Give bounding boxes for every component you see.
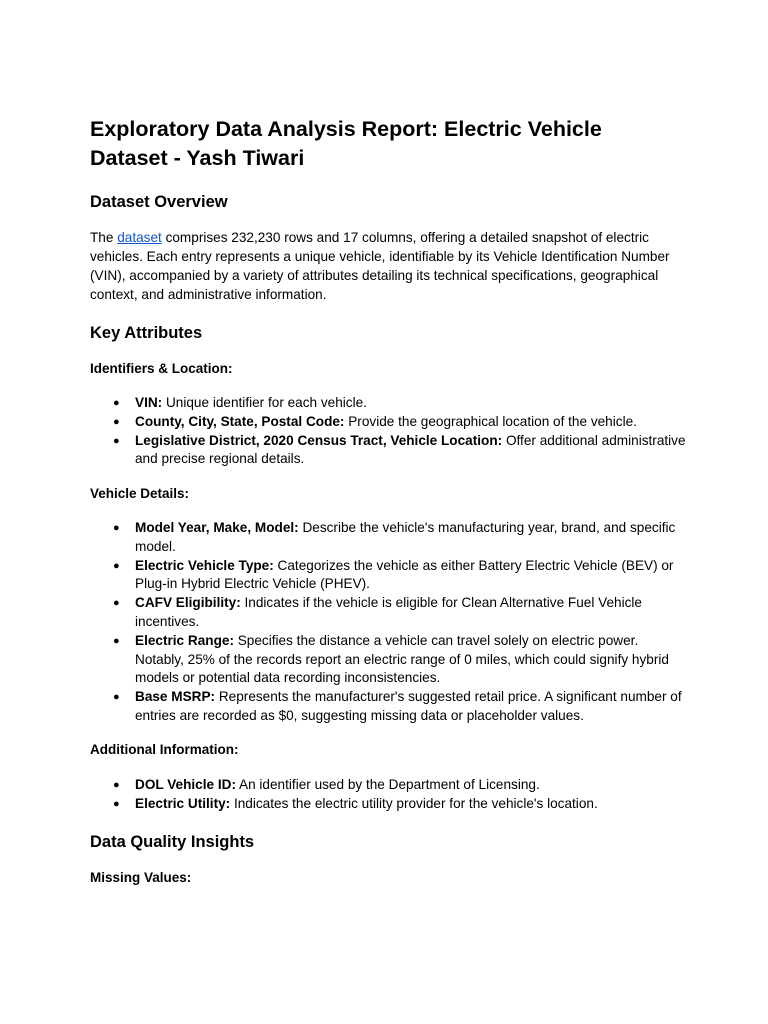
additional-information-heading: Additional Information:	[90, 742, 239, 757]
list-item	[90, 413, 690, 432]
item-text: Describe the vehicle's manufacturing year, brand, and specific model.	[135, 520, 676, 554]
data-quality-insights-heading: Data Quality Insights	[90, 833, 255, 851]
item-label: Legislative District, 2020 Census Tract, Vehicle Location:	[135, 432, 503, 448]
vehicle-details-heading: Vehicle Details:	[90, 486, 190, 501]
item-label: DOL Vehicle ID:	[135, 777, 236, 792]
bullet-icon: ●	[113, 397, 120, 409]
identifiers-location-heading: Identifiers & Location:	[90, 361, 233, 376]
item-text: Provide the geographical location of the vehicle.	[344, 413, 637, 429]
dataset-overview-heading: Dataset Overview	[90, 193, 228, 211]
overview-text-after: comprises 232,230 rows and 17 columns, offering a detailed snapshot of electric vehicles. Each entry represents a unique vehicle, identifiable by its Vehicle Identification Number (VIN), accompanied by a variety of attributes detailing its technical specifications, geographical context, and administrative information.	[90, 230, 670, 302]
item-text: Categorizes the vehicle as either Battery Electric Vehicle (BEV) or Plug-in Hybrid Electric Vehicle (PHEV).	[135, 557, 674, 592]
item-label: County, City, State, Postal Code:	[135, 413, 345, 429]
list-item	[90, 776, 690, 795]
item-label: Base MSRP:	[135, 689, 216, 705]
vehicle-details-list	[90, 519, 690, 726]
bullet-icon: ●	[113, 597, 120, 610]
list-item	[90, 519, 690, 557]
bullet-icon: ●	[113, 559, 120, 572]
identifiers-list	[90, 394, 690, 469]
item-text: Represents the manufacturer's suggested retail price. A significant number of entries are recorded as $0, suggesting missing data or placeholder values.	[135, 689, 682, 723]
bullet-icon: ●	[113, 797, 120, 810]
item-text: Offer additional administrative and precise regional details.	[135, 432, 686, 467]
item-label: Electric Vehicle Type:	[135, 557, 274, 573]
item-text: Unique identifier for each vehicle.	[162, 395, 367, 410]
overview-paragraph	[90, 228, 680, 304]
list-item	[90, 632, 690, 688]
list-item	[90, 688, 690, 726]
item-label: Electric Range:	[135, 632, 234, 648]
item-label: VIN:	[135, 395, 163, 410]
item-text: An identifier used by the Department of Licensing.	[235, 777, 540, 792]
bullet-icon: ●	[113, 779, 120, 791]
bullet-icon: ●	[113, 634, 120, 647]
item-text: Indicates the electric utility provider for the vehicle's location.	[230, 795, 598, 811]
bullet-icon: ●	[113, 691, 120, 704]
list-item	[90, 394, 690, 413]
dataset-link[interactable]: dataset	[117, 230, 162, 245]
missing-values-heading: Missing Values:	[90, 870, 192, 885]
key-attributes-heading: Key Attributes	[90, 324, 203, 342]
item-text: Indicates if the vehicle is eligible for Clean Alternative Fuel Vehicle incentives.	[135, 595, 642, 629]
bullet-icon: ●	[113, 415, 120, 428]
document-title: Exploratory Data Analysis Report: Electric Vehicle Dataset - Yash Tiwari	[90, 117, 602, 170]
item-label: Electric Utility:	[135, 795, 231, 811]
bullet-icon: ●	[113, 434, 120, 447]
additional-information-list	[90, 776, 690, 814]
overview-text-before: The	[90, 230, 118, 245]
list-item	[90, 594, 690, 632]
item-label: CAFV Eligibility:	[135, 595, 241, 611]
bullet-icon: ●	[113, 522, 120, 534]
list-item	[90, 795, 690, 814]
item-text: Specifies the distance a vehicle can travel solely on electric power. Notably, 25% of the records report an electric range of 0 miles, which could signify hybrid models or potential data recording inconsistencies.	[135, 632, 669, 686]
list-item	[90, 557, 690, 595]
list-item	[90, 432, 690, 470]
item-label: Model Year, Make, Model:	[135, 520, 299, 535]
